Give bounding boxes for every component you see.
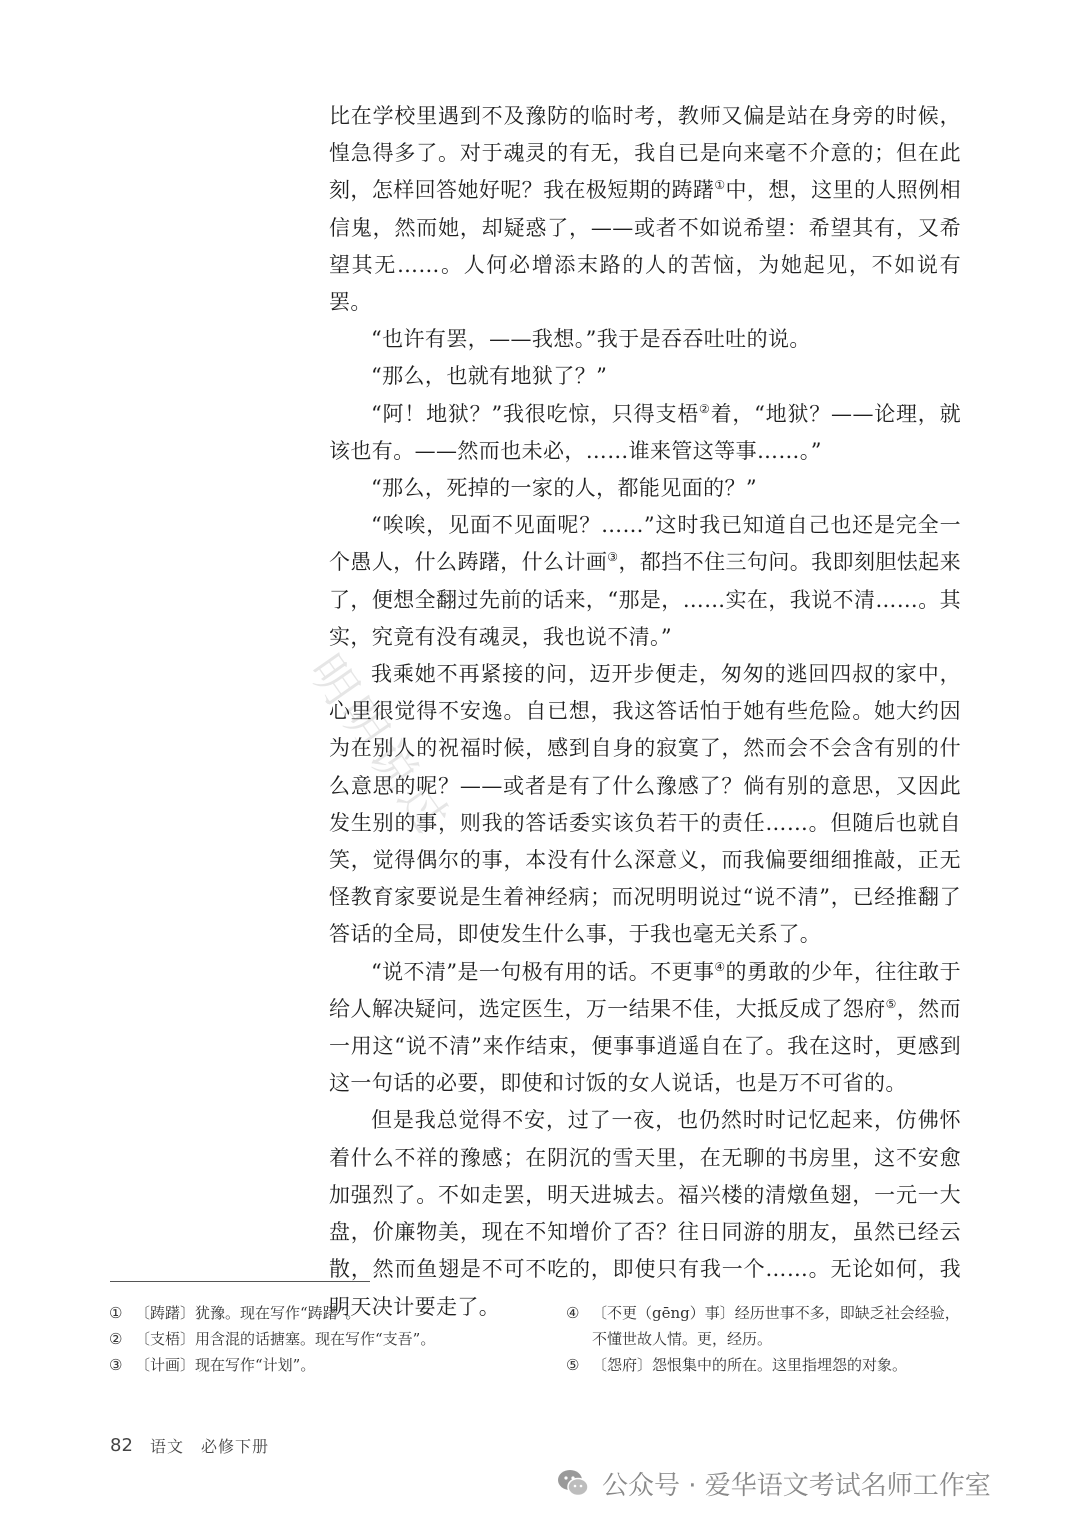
- paragraph-8: “说不清”是一句极有用的话。不更事④的勇敢的少年，往往敢于给人解决疑问，选定医生，万一结果不佳，大抵反成了怨府⑤，然而一用这“说不清”来作结束，便事事逍遥自在了。我在这时，更感到这一句话的必要，即使和讨饭的女人说话，也是万不可省的。: [329, 959, 961, 1096]
- footnote-ref-4: ④: [714, 959, 726, 974]
- footnote-3: ③ 〔计画〕现在写作“计划”。: [109, 1356, 316, 1374]
- wechat-account-badge[interactable]: [556, 1463, 991, 1503]
- paragraph-7: 我乘她不再紧接的问，迈开步便走，匆匆的逃回四叔的家中，心里很觉得不安逸。自已想，我这答话怕于她有些危险。她大约因为在别人的祝福时候，感到自身的寂寞了，然而会不会含有别的什么意思的呢？——或者是有了什么豫感了？倘有别的意思，又因此发生别的事，则我的答话委实该负若干的责任……。但随后也就自笑，觉得偶尔的事，本没有什么深意义，而我偏要细细推敲，正无怪教育家要说是生着神经病；而况明明说过“说不清”，已经推翻了答话的全局，即使发生什么事，于我也毫无关系了。: [329, 662, 961, 947]
- main-text: [329, 98, 961, 1326]
- footnote-ref-5: ⑤: [885, 996, 897, 1011]
- paragraph-3: “那么，也就有地狱了？”: [371, 364, 608, 389]
- paragraph-9: 但是我总觉得不安，过了一夜，也仍然时时记忆起来，仿佛怀着什么不祥的豫感；在阴沉的雪天里，在无聊的书房里，这不安愈加强烈了。不如走罢，明天进城去。福兴楼的清燉鱼翅，一元一大盘，价廉物美，现在不知增价了否？往日同游的朋友，虽然已经云散，然而鱼翅是不可不吃的，即使只有我一个……。无论如何，我明天决计要走了。: [329, 1108, 961, 1319]
- footnote-ref-3: ③: [607, 550, 619, 565]
- footnote-ref-1: ①: [714, 178, 726, 193]
- page-number: 82: [110, 1435, 133, 1456]
- paragraph-6: “唉唉，见面不见面呢？……”这时我已知道自己也还是完全一个愚人，什么踌躇，什么计画③，都挡不住三句问。我即刻胆怯起来了，便想全翻过先前的话来，“那是，……实在，我说不清……。其实，究竟有没有魂灵，我也说不清。”: [329, 513, 961, 649]
- paragraph-1: 比在学校里遇到不及豫防的临时考，教师又偏是站在身旁的时候，惶急得多了。对于魂灵的有无，我自已是向来毫不介意的；但在此刻，怎样回答她好呢？我在极短期的踌躇①中，想，这里的人照例相信鬼，然而她，却疑惑了，——或者不如说希望：希望其有，又希望其无……。人何必增添末路的人的苦恼，为她起见，不如说有罢。: [329, 104, 961, 315]
- paragraph-2: “也许有罢，——我想。”我于是吞吞吐吐的说。: [371, 327, 811, 352]
- book-label: 语文 必修下册: [150, 1437, 270, 1456]
- paragraph-5: “那么，死掉的一家的人，都能见面的？”: [371, 476, 758, 501]
- footnote-divider: [110, 1281, 370, 1282]
- footnote-ref-2: ②: [699, 401, 711, 416]
- footnote-5: ⑤ 〔怨府〕怨恨集中的所在。这里指埋怨的对象。: [566, 1356, 908, 1374]
- wechat-account-label: 公众号 · 爱华语文考试名师工作室: [602, 1470, 991, 1501]
- footnotes-left: [109, 1300, 529, 1378]
- footnote-1: ① 〔踌躇〕犹豫。现在写作“踌躇”。: [109, 1304, 361, 1322]
- footnotes-right: [566, 1300, 966, 1378]
- footnote-2: ② 〔支梧〕用含混的话搪塞。现在写作“支吾”。: [109, 1330, 436, 1348]
- paragraph-4: “阿！地狱？”我很吃惊，只得支梧②着，“地狱？——论理，就该也有。——然而也未必，……谁来管这等事……。”: [329, 401, 961, 463]
- wechat-icon: [556, 1466, 590, 1500]
- watermark: 明明说过: [298, 645, 462, 847]
- footnote-4: ④ 〔不更（gēng）事〕经历世事不多，即缺乏社会经验，不懂世故人情。更，经历。: [566, 1304, 960, 1348]
